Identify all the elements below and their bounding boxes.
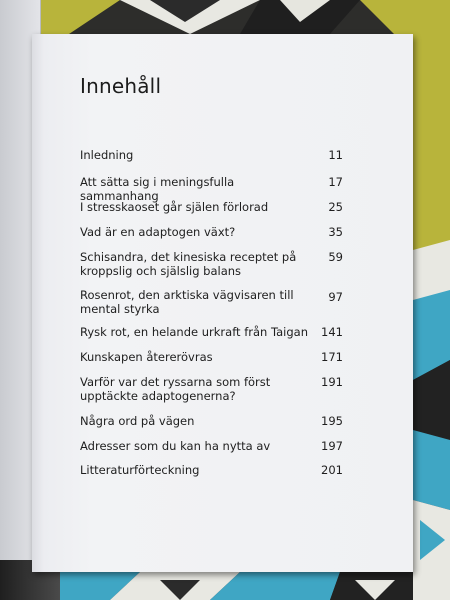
toc-entry <box>80 175 343 203</box>
toc-entry-title: Adresser som du kan ha nytta av <box>80 439 271 453</box>
toc-entry <box>80 414 343 428</box>
toc-entry <box>80 439 343 453</box>
toc-entry <box>80 250 343 278</box>
toc-entry-page: 11 <box>328 148 343 162</box>
toc-entry-title: Kunskapen återerövras <box>80 350 213 364</box>
toc-entry <box>80 225 343 239</box>
toc-entry <box>80 148 343 162</box>
toc-entry-page: 141 <box>321 325 343 339</box>
toc-entry-page: 97 <box>328 290 343 304</box>
toc-entry-title: Rysk rot, en helande urkraft från Taigan <box>80 325 308 339</box>
toc-entry-title: Inledning <box>80 148 134 162</box>
toc-entry-page: 195 <box>321 414 343 428</box>
toc-entry <box>80 288 343 316</box>
toc-entry-page: 191 <box>321 375 343 389</box>
toc-entry-page: 171 <box>321 350 343 364</box>
toc-entry-page: 59 <box>328 250 343 264</box>
toc-entry-page: 201 <box>321 463 343 477</box>
toc-entry-title: Varför var det ryssarna som först upptäckte adaptogenerna? <box>80 375 271 403</box>
toc-entry-title: Rosenrot, den arktiska vägvisaren till mental styrka <box>80 288 294 316</box>
toc-entry <box>80 375 343 403</box>
toc-entry <box>80 200 343 214</box>
toc-entry-title: Några ord på vägen <box>80 414 195 428</box>
toc-entry-page: 197 <box>321 439 343 453</box>
toc-entry <box>80 463 343 477</box>
toc-entry-title: Vad är en adaptogen växt? <box>80 225 236 239</box>
toc-entry <box>80 350 343 364</box>
toc-entry-title: Litteraturförteckning <box>80 463 200 477</box>
toc-entry-title: I stresskaoset går själen förlorad <box>80 200 269 214</box>
toc-entry-title: Att sätta sig i meningsfulla sammanhang <box>80 175 235 203</box>
toc-heading: Innehåll <box>80 74 162 98</box>
toc-entry-title: Schisandra, det kinesiska receptet på kroppslig och själslig balans <box>80 250 297 278</box>
toc-entry-page: 35 <box>328 225 343 239</box>
toc-entry-page: 17 <box>328 175 343 189</box>
toc-entry <box>80 325 343 339</box>
toc-entry-page: 25 <box>328 200 343 214</box>
